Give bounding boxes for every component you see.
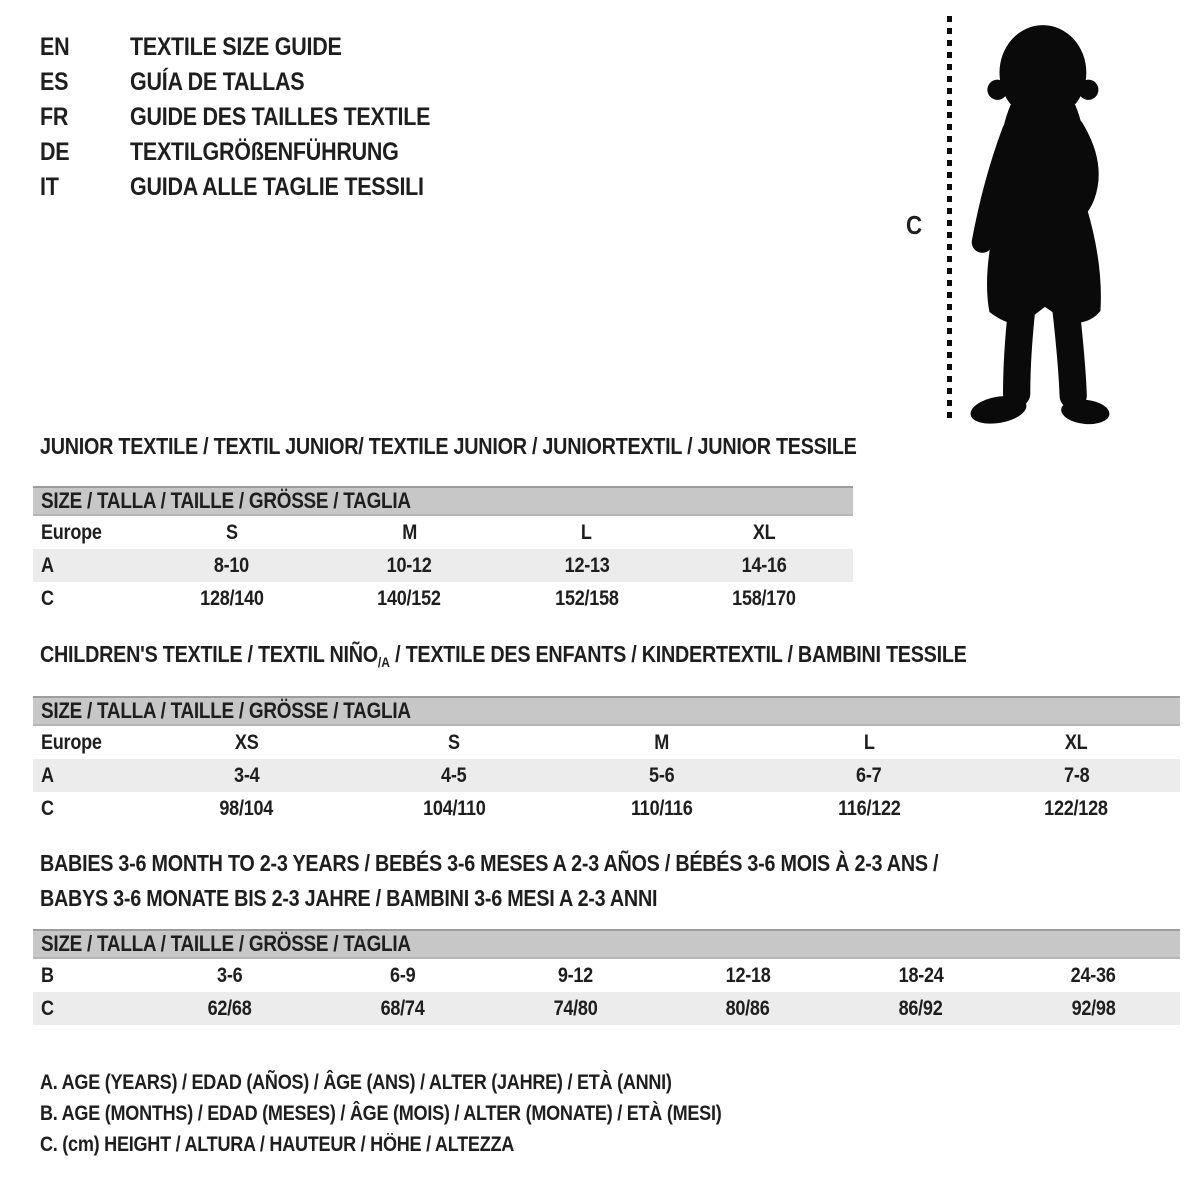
cell-value: 6-7 <box>856 763 882 787</box>
cell-value: 110/116 <box>630 796 693 820</box>
cell-value: 3-4 <box>234 763 260 787</box>
cell-value: 128/140 <box>200 586 264 610</box>
cell-value: 152/158 <box>555 586 619 610</box>
language-row <box>40 100 479 135</box>
cell-value: XL <box>1065 730 1088 754</box>
size-table-header: SIZE / TALLA / TAILLE / GRÖSSE / TAGLIA <box>33 486 853 516</box>
cell-value: S <box>448 730 461 754</box>
row-label: B <box>41 963 54 987</box>
language-code: DE <box>40 138 70 166</box>
language-row <box>40 135 479 170</box>
height-measure-label: C <box>906 210 922 240</box>
cell-value: M <box>654 730 669 754</box>
cell-value: 98/104 <box>219 796 274 820</box>
nino-a-subscript: /A <box>377 654 390 670</box>
children-section-title: CHILDREN'S TEXTILE / TEXTIL $NIÑO_{/A}$ / TEXTILE DES ENFANTS / KINDERTEXTIL / BAMBINI TESSILE <box>40 641 967 670</box>
babies-title-line-1: BABIES 3-6 MONTH TO 2-3 YEARS / BEBÉS 3-6 MESES A 2-3 AÑOS / BÉBÉS 3-6 MOIS À 2-3 ANS / <box>40 850 939 876</box>
cell-value: 9-12 <box>557 963 593 987</box>
cell-value: 12-18 <box>725 963 771 987</box>
row-label: A <box>41 553 54 577</box>
row-label: C <box>41 586 54 610</box>
cell-value: 7-8 <box>1063 763 1089 787</box>
cell-value: M <box>401 520 417 544</box>
junior-size-table <box>33 486 853 615</box>
language-title-block <box>40 30 479 205</box>
cell-value: 86/92 <box>898 996 943 1020</box>
babies-size-table <box>33 929 1180 1025</box>
cell-value: 18-24 <box>898 963 944 987</box>
cell-value: 14-16 <box>741 553 787 577</box>
row-label: C <box>41 796 54 820</box>
table-row <box>33 792 1180 825</box>
table-row <box>33 992 1180 1025</box>
cell-value: 74/80 <box>553 996 598 1020</box>
measurement-legend <box>40 1071 832 1164</box>
cell-value: 6-9 <box>389 963 415 987</box>
size-table-header: SIZE / TALLA / TAILLE / GRÖSSE / TAGLIA <box>33 696 1180 726</box>
row-label: Europe <box>41 520 102 544</box>
legend-line-b: B. AGE (MONTHS) / EDAD (MESES) / ÂGE (MOIS) / ALTER (MONATE) / ETÀ (MESI) <box>40 1102 722 1125</box>
children-size-table <box>33 696 1180 825</box>
table-row <box>33 726 1180 759</box>
language-code: IT <box>40 173 59 201</box>
baby-silhouette-icon <box>958 12 1148 426</box>
cell-value: 116/122 <box>837 796 901 820</box>
cell-value: 122/128 <box>1044 796 1109 820</box>
cell-value: XS <box>234 730 259 754</box>
cell-value: 12-13 <box>564 553 610 577</box>
legend-line-a: A. AGE (YEARS) / EDAD (AÑOS) / ÂGE (ANS) / ALTER (JAHRE) / ETÀ (ANNI) <box>40 1071 672 1094</box>
cell-value: 5-6 <box>648 763 675 787</box>
cell-value: 92/98 <box>1071 996 1116 1020</box>
table-row <box>33 516 853 549</box>
row-label: A <box>41 763 54 787</box>
cell-value: 10-12 <box>386 553 432 577</box>
language-code: ES <box>40 68 69 96</box>
table-row <box>33 759 1180 792</box>
language-code: EN <box>40 33 70 61</box>
cell-value: 80/86 <box>725 996 770 1020</box>
babies-title-line-2: BABYS 3-6 MONATE BIS 2-3 JAHRE / BAMBINI 3-6 MESI A 2-3 ANNI <box>40 885 658 911</box>
cell-value: 24-36 <box>1071 963 1117 987</box>
size-table-header: SIZE / TALLA / TAILLE / GRÖSSE / TAGLIA <box>33 929 1180 959</box>
language-title-text: GUIDE DES TAILLES TEXTILE <box>130 103 431 131</box>
language-title-text: TEXTILE SIZE GUIDE <box>130 33 342 61</box>
language-code: FR <box>40 103 69 131</box>
language-title-text: GUÍA DE TALLAS <box>130 68 305 96</box>
cell-value: 68/74 <box>380 996 425 1020</box>
cell-value: 104/110 <box>422 796 486 820</box>
language-title-text: TEXTILGRÖßENFÜHRUNG <box>130 138 399 166</box>
cell-value: 4-5 <box>441 763 467 787</box>
legend-line-c: C. (cm) HEIGHT / ALTURA / HAUTEUR / HÖHE / ALTEZZA <box>40 1133 515 1156</box>
cell-value: 158/170 <box>732 586 796 610</box>
cell-value: 3-6 <box>216 963 243 987</box>
table-row <box>33 959 1180 992</box>
language-title-text: GUIDA ALLE TAGLIE TESSILI <box>130 173 424 201</box>
cell-value: 62/68 <box>207 996 252 1020</box>
language-row <box>40 30 479 65</box>
row-label: C <box>41 996 54 1020</box>
cell-value: 8-10 <box>214 553 250 577</box>
cell-value: XL <box>752 520 776 544</box>
junior-section-title: JUNIOR TEXTILE / TEXTIL JUNIOR/ TEXTILE JUNIOR / JUNIORTEXTIL / JUNIOR TESSILE <box>40 433 857 459</box>
table-row <box>33 582 853 615</box>
table-row <box>33 549 853 582</box>
language-row <box>40 170 479 205</box>
cell-value: L <box>863 730 875 754</box>
cell-value: S <box>225 520 238 544</box>
babies-section-title <box>40 850 1085 920</box>
cell-value: 140/152 <box>377 586 441 610</box>
row-label: Europe <box>41 730 102 754</box>
cell-value: L <box>581 520 593 544</box>
height-measure-dashed-line <box>947 16 952 419</box>
language-row <box>40 65 479 100</box>
